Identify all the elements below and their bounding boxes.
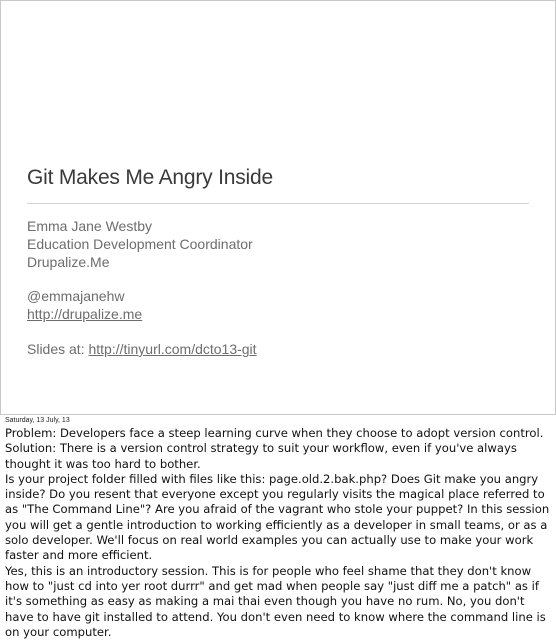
date-label: Saturday, 13 July, 13 [5, 417, 70, 424]
slides-prefix: Slides at: [27, 341, 89, 357]
notes-paragraph: Yes, this is an introductory session. This is for people who feel shame that they don't know how to "just cd into yer root durrr" and get mad when people say "just diff me a patch" as if it's something as easy as making a mai thai even though you have no rum. No, you don't have to have git installed to attend. You don't even need to know where the command line is on your computer. [5, 563, 546, 639]
website-line [27, 306, 142, 322]
notes-paragraph: Is your project folder filled with files like this: page.old.2.bak.php? Does Git make you angry inside? Do you resent that everyone except you regularly visits the magical place referred to as "The Command Line"? Are you afraid of the vagrant who stole your puppet? In this session you will get a gentle introduction to working efficiently as a developer in small teams, or as a solo developer. We'll focus on real world examples you can actually use to make your work faster and more efficient. [5, 471, 550, 563]
speaker-notes [5, 426, 553, 640]
title-divider [27, 203, 529, 204]
twitter-handle: @emmajanehw [27, 288, 125, 304]
slides-link[interactable]: http://tinyurl.com/dcto13-git [88, 341, 257, 357]
notes-problem: Problem: Developers face a steep learning curve when they choose to adopt version control. [5, 426, 544, 440]
website-link[interactable]: http://drupalize.me [27, 306, 143, 322]
author-organization: Drupalize.Me [27, 254, 110, 270]
author-name: Emma Jane Westby [27, 218, 153, 234]
slides-line [27, 341, 257, 357]
author-role: Education Development Coordinator [27, 236, 253, 252]
slide-title: Git Makes Me Angry Inside [27, 166, 273, 189]
notes-solution: Solution: There is a version control strategy to suit your workflow, even if you've always thought it was too hard to bother. [5, 441, 517, 471]
